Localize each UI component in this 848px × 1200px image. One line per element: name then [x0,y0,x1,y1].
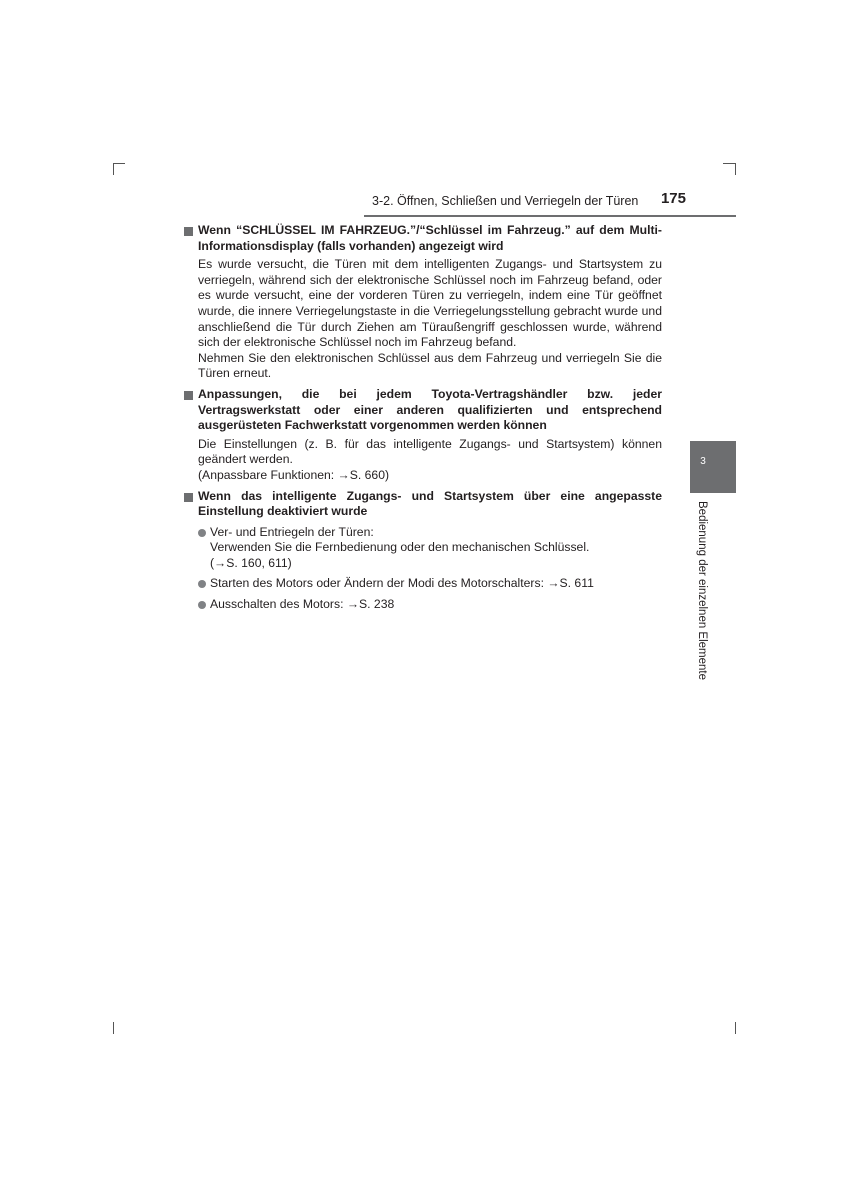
crop-mark [113,163,125,164]
list-item-text: Ver- und Entriegeln der Türen: [210,524,374,539]
paragraph: Nehmen Sie den elektronischen Schlüssel aus dem Fahrzeug und verriegeln Sie die Türen erneut. [198,350,662,381]
section [184,489,662,613]
cross-reference: (→S. 160, 611) [210,555,292,570]
section [184,223,662,382]
crop-mark [113,163,114,175]
running-header: 3-2. Öffnen, Schließen und Verriegeln der Türen [372,194,639,208]
section-heading: Wenn das intelligente Zugangs- und Startsystem über eine angepasste Einstellung deaktiviert wurde [198,488,662,519]
crop-mark [723,163,735,164]
page-content [184,223,662,618]
list-item [198,597,662,613]
square-bullet-icon [184,493,193,502]
paragraph: Die Einstellungen (z. B. für das intelligente Zugangs- und Startsystem) können geändert werden. [198,436,662,467]
crop-mark [735,163,736,175]
header-divider [364,215,736,217]
chapter-tab [690,441,736,493]
crop-mark [735,1022,736,1034]
chapter-number: 3 [700,456,706,467]
section-heading: Wenn “SCHLÜSSEL IM FAHRZEUG.”/“Schlüssel im Fahrzeug.” auf dem Multi-Informationsdisplay (falls vorhanden) angezeigt wird [198,223,662,253]
list-item-text: Verwenden Sie die Fernbedienung oder den mechanischen Schlüssel. [210,540,590,555]
cross-reference: (Anpassbare Funktionen: →S. 660) [198,467,390,482]
list-item [198,525,662,572]
list-item-text: Starten des Motors oder Ändern der Modi des Motorschalters: →S. 611 [210,576,594,591]
section [184,387,662,484]
chapter-title: Bedienung der einzelnen Elemente [696,501,708,681]
circle-bullet-icon [198,529,206,537]
page-number: 175 [660,190,686,207]
list-item [198,576,662,592]
square-bullet-icon [184,391,193,400]
circle-bullet-icon [198,601,206,609]
circle-bullet-icon [198,580,206,588]
section-heading: Anpassungen, die bei jedem Toyota-Vertragshändler bzw. jeder Vertragswerkstatt oder einer anderen qualifizierten und entsprechend ausgerüsteten Fachwerkstatt vorgenommen werden können [198,386,662,433]
crop-mark [113,1022,114,1034]
list-item-text: Ausschalten des Motors: →S. 238 [210,597,395,612]
paragraph: Es wurde versucht, die Türen mit dem intelligenten Zugangs- und Startsystem zu verriegeln, während sich der elektronische Schlüssel noch im Fahrzeug befand, oder es wurde versucht, eine der vorderen Türen zu verriegeln, indem eine Tür geöffnet wurde, die innere Verriegelungstaste in die Verriegelungsstellung gebracht wurde und anschließend die Tür durch Ziehen am Türaußengriff geschlossen wurde, während sich der elektronische Schlüssel noch im Fahrzeug befand. [198,257,662,350]
square-bullet-icon [184,227,193,236]
